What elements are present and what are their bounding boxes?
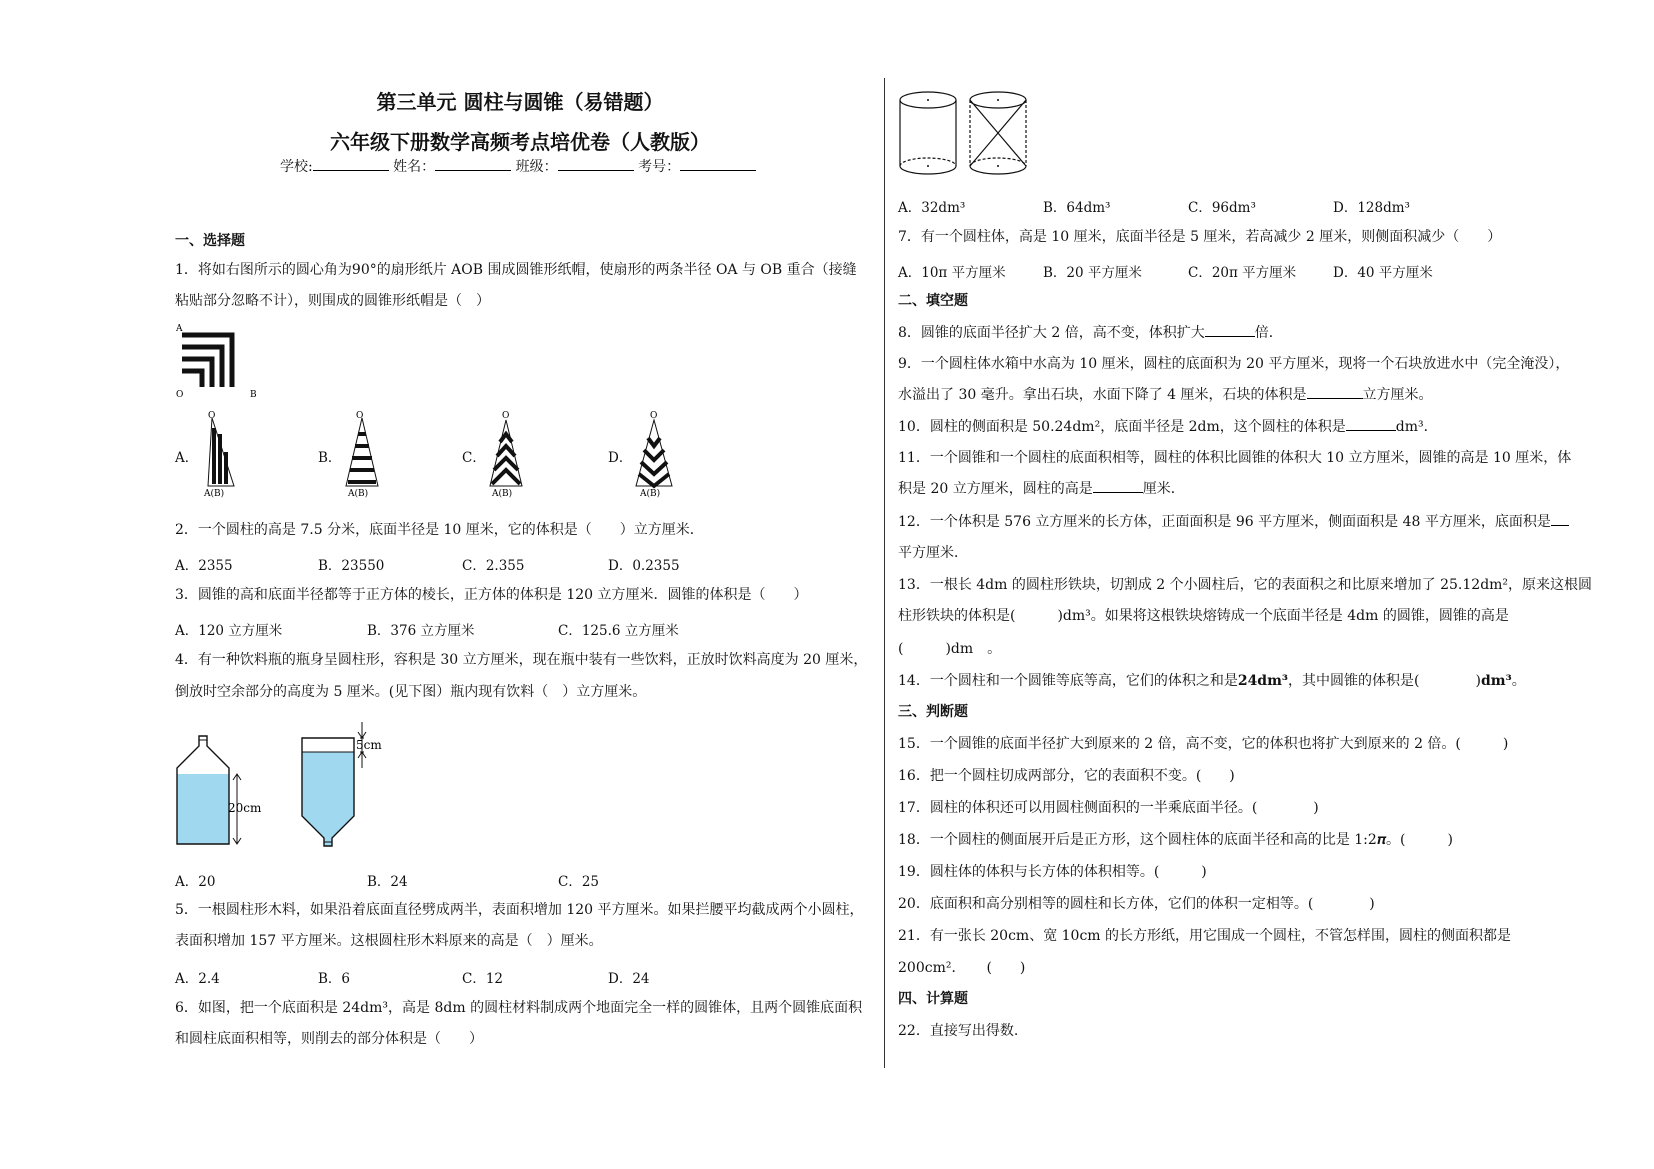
q14-text: 14．一个圆柱和一个圆锥等底等高，它们的体积之和是 — [898, 673, 1238, 689]
question-9-line1: 9．一个圆柱体水箱中水高为 10 厘米，圆柱的底面积为 20 平方厘米，现将一个石块放进水中（完全淹没）， — [898, 356, 1570, 372]
q9-text: 水溢出了 30 毫升。拿出石块，水面下降了 4 厘米，石块的体积是 — [898, 387, 1307, 403]
q7-option-d[interactable]: D．40 平方厘米 — [1333, 265, 1433, 281]
q3-option-b[interactable]: B．376 立方厘米 — [367, 623, 475, 639]
section-true-false: 三、判断题 — [898, 704, 968, 720]
bottle-upright-figure — [175, 734, 275, 848]
class-label: 班级： — [515, 159, 558, 175]
height-5cm-label: 5cm — [356, 738, 382, 752]
q2-option-d[interactable]: D．0.2355 — [608, 558, 680, 574]
question-13-line1: 13．一根长 4dm 的圆柱形铁块，切割成 2 个小圆柱后，它的表面积之和比原来增加了 25.12dm²，原来这根圆 — [898, 577, 1593, 593]
question-1-line1: 1．将如右图所示的圆心角为90°的扇形纸片 AOB 围成圆锥形纸帽，使扇形的两条半径 OA 与 OB 重合（接缝 — [175, 262, 857, 278]
q5-option-c[interactable]: C．12 — [462, 971, 504, 987]
cone-a-apex: O — [208, 411, 216, 421]
question-3: 3．圆锥的高和底面半径都等于正方体的棱长，正方体的体积是 120 立方厘米．圆锥的体积是（ ） — [175, 587, 808, 603]
q11-answer-blank[interactable] — [1093, 492, 1143, 493]
cone-b-apex: O — [356, 411, 364, 421]
question-6-line1: 6．如图，把一个底面积是 24dm³，高是 8dm 的圆柱材料制成两个地面完全一样的圆锥体，且两个圆锥底面积 — [175, 1000, 863, 1016]
cone-c-base: A(B) — [492, 489, 513, 499]
q10-end: dm³． — [1395, 419, 1438, 435]
question-16: 16．把一个圆柱切成两部分，它的表面积不变。( ) — [898, 768, 1235, 784]
q9-answer-blank[interactable] — [1307, 398, 1363, 399]
cone-a-base: A(B) — [204, 489, 225, 499]
q4-option-b[interactable]: B．24 — [367, 874, 408, 890]
q11-text: 积是 20 立方厘米，圆柱的高是 — [898, 481, 1093, 497]
q4-option-c[interactable]: C．25 — [558, 874, 600, 890]
question-15: 15．一个圆锥的底面半径扩大到原来的 2 倍，高不变，它的体积也将扩大到原来的 2 倍。( ) — [898, 736, 1509, 752]
question-5-line2: 表面积增加 157 平方厘米。这根圆柱形木料原来的高是（ ）厘米。 — [175, 933, 603, 949]
height-20cm-label: 20cm — [228, 801, 262, 815]
q10-text: 10．圆柱的侧面积是 50.24dm²，底面半径是 2dm，这个圆柱的体积是 — [898, 419, 1346, 435]
question-1-line2: 粘贴部分忽略不计），则围成的圆锥形纸帽是（ ） — [175, 293, 490, 309]
q12-answer-blank[interactable] — [1551, 525, 1569, 526]
question-4-line1: 4．有一种饮料瓶的瓶身呈圆柱形，容积是 30 立方厘米，现在瓶中装有一些饮料，正放时饮料高度为 20 厘米， — [175, 652, 868, 668]
q6-option-b[interactable]: B．64dm³ — [1043, 200, 1111, 216]
q5-option-a[interactable]: A．2.4 — [175, 971, 220, 987]
school-label: 学校: — [280, 159, 313, 175]
q6-option-d[interactable]: D．128dm³ — [1333, 200, 1410, 216]
question-12-line2: 平方厘米． — [898, 545, 968, 561]
q5-option-b[interactable]: B．6 — [318, 971, 351, 987]
question-13-line3: ( )dm 。 — [898, 641, 1002, 657]
section-calculation: 四、计算题 — [898, 991, 968, 1007]
question-12-line1 — [898, 513, 1569, 531]
q8-end: 倍． — [1254, 325, 1283, 341]
question-21-line2: 200cm²． ( ) — [898, 960, 1026, 976]
question-11-line2 — [898, 480, 1185, 498]
q1-option-d[interactable]: D． — [608, 450, 633, 466]
column-divider — [884, 78, 885, 1068]
question-21-line1: 21．有一张长 20cm、宽 10cm 的长方形纸，用它围成一个圆柱，不管怎样围，圆柱的侧面积都是 — [898, 928, 1512, 944]
q4-option-a[interactable]: A．20 — [175, 874, 216, 890]
page-title: 第三单元 圆柱与圆锥（易错题） — [376, 90, 664, 114]
bottle-inverted-figure — [300, 712, 400, 848]
q1-option-b[interactable]: B． — [318, 450, 342, 466]
q8-text: 8．圆锥的底面半径扩大 2 倍，高不变，体积扩大 — [898, 325, 1205, 341]
question-14 — [898, 672, 1526, 690]
q14-mid: ，其中圆锥的体积是( ) — [1288, 673, 1481, 689]
q14-end: 。 — [1511, 673, 1526, 689]
q14-total: 24dm³ — [1237, 673, 1289, 689]
cone-b-figure — [342, 411, 392, 499]
q1-option-c[interactable]: C． — [462, 450, 486, 466]
exam-number-label: 考号： — [638, 159, 681, 175]
q6-option-a[interactable]: A．32dm³ — [898, 200, 966, 216]
q7-option-b[interactable]: B．20 平方厘米 — [1043, 265, 1142, 281]
question-19: 19．圆柱体的体积与长方体的体积相等。( ) — [898, 864, 1207, 880]
sector-figure — [176, 324, 258, 400]
q14-unit: dm³ — [1480, 673, 1512, 689]
cone-b-base: A(B) — [348, 489, 369, 499]
q12-text: 12．一个体积是 576 立方厘米的长方体，正面面积是 96 平方厘米，侧面面积是 48 平方厘米，底面积是 — [898, 514, 1551, 530]
q6-option-c[interactable]: C．96dm³ — [1188, 200, 1256, 216]
q2-option-a[interactable]: A．2355 — [175, 558, 233, 574]
sector-label-a: A — [176, 324, 183, 334]
cone-a-figure — [200, 411, 250, 499]
question-4-line2: 倒放时空余部分的高度为 5 厘米。(见下图）瓶内现有饮料（ ）立方厘米。 — [175, 684, 647, 700]
question-9-line2 — [898, 386, 1433, 404]
q11-end: 厘米． — [1142, 481, 1185, 497]
q7-option-c[interactable]: C．20π 平方厘米 — [1188, 265, 1297, 281]
cone-d-base: A(B) — [640, 489, 661, 499]
q3-option-a[interactable]: A．120 立方厘米 — [175, 623, 283, 639]
question-20: 20．底面积和高分别相等的圆柱和长方体，它们的体积一定相等。( ) — [898, 896, 1375, 912]
name-label: 姓名： — [393, 159, 436, 175]
question-11-line1: 11．一个圆锥和一个圆柱的底面积相等，圆柱的体积比圆锥的体积大 10 立方厘米，圆锥的高是 10 厘米，体 — [898, 450, 1572, 466]
cone-d-figure — [634, 411, 684, 499]
question-7: 7．有一个圆柱体，高是 10 厘米，底面半径是 5 厘米，若高减少 2 厘米，则侧面积减少（ ） — [898, 229, 1502, 245]
sector-label-b: B — [250, 390, 257, 400]
question-6-line2: 和圆柱底面积相等，则削去的部分体积是（ ） — [175, 1031, 483, 1047]
student-info-line — [280, 158, 756, 176]
q1-option-a[interactable]: A． — [175, 450, 199, 466]
question-8 — [898, 324, 1283, 342]
sector-label-o: O — [176, 390, 184, 400]
question-13-line2: 柱形铁块的体积是( )dm³。如果将这根铁块熔铸成一个底面半径是 4dm 的圆锥，圆锥的高是 — [898, 608, 1509, 624]
q5-option-d[interactable]: D．24 — [608, 971, 650, 987]
cone-d-apex: O — [650, 411, 658, 421]
q7-option-a[interactable]: A．10π 平方厘米 — [898, 265, 1006, 281]
question-17: 17．圆柱的体积还可以用圆柱侧面积的一半乘底面半径。( ) — [898, 800, 1319, 816]
q3-option-c[interactable]: C．125.6 立方厘米 — [558, 623, 679, 639]
q9-end: 立方厘米。 — [1362, 387, 1433, 403]
page-subtitle: 六年级下册数学高频考点培优卷（人教版） — [330, 130, 710, 154]
question-10 — [898, 418, 1438, 436]
question-5-line1: 5．一根圆柱形木料，如果沿着底面直径劈成两半，表面积增加 120 平方厘米。如果拦腰平均截成两个小圆柱， — [175, 902, 864, 918]
cone-c-apex: O — [502, 411, 510, 421]
cylinder-cones-figure — [898, 90, 1038, 176]
question-18: 18．一个圆柱的侧面展开后是正方形，这个圆柱体的底面半径和高的比是 1:2𝝅。( ) — [898, 832, 1453, 848]
question-22: 22．直接写出得数. — [898, 1023, 1019, 1039]
section-fill-blank: 二、填空题 — [898, 293, 968, 309]
q2-option-c[interactable]: C．2.355 — [462, 558, 525, 574]
q8-answer-blank[interactable] — [1205, 336, 1255, 337]
q2-option-b[interactable]: B．23550 — [318, 558, 385, 574]
cone-c-figure — [486, 411, 536, 499]
q10-answer-blank[interactable] — [1346, 430, 1396, 431]
question-2: 2．一个圆柱的高是 7.5 分米，底面半径是 10 厘米，它的体积是（ ）立方厘米． — [175, 522, 704, 538]
section-choice: 一、选择题 — [175, 233, 245, 249]
